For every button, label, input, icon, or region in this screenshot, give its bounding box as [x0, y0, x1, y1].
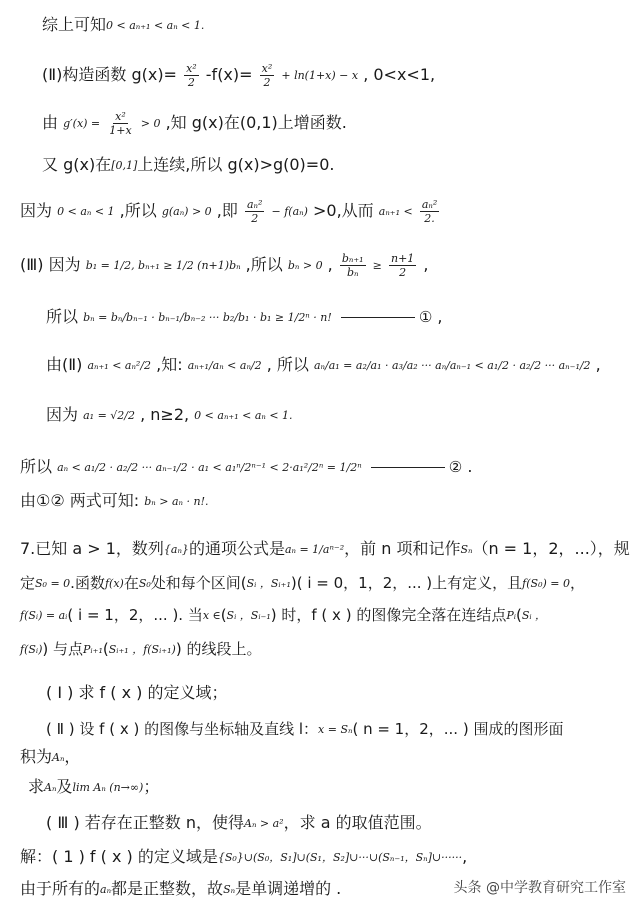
- line-1: 综上可知0 < aₙ₊₁ < aₙ < 1.: [0, 14, 640, 37]
- line-12: 7.已知 a > 1，数列{aₙ}的通项公式是aₙ = 1/aⁿ⁻²，前 n 项和记作Sₙ（n = 1，2，...），规: [20, 539, 630, 558]
- line-9: 因为 a₁ = √2/2 , n≥2, 0 < aₙ₊₁ < aₙ < 1.: [46, 405, 293, 424]
- line-10: 所以 aₙ < a₁/2 · a₂/2 ··· aₙ₋₁/2 · a₁ < a₁ⁿ/2ⁿ⁻¹ < 2·a₁²/2ⁿ = 1/2ⁿ ② .: [20, 457, 473, 476]
- fraction: $\frac{\text{x²}}{2}$: [186, 62, 197, 89]
- fraction: $\frac{\text{x²}}{1+x}$: [109, 110, 132, 137]
- line-6: (Ⅲ) 因为 b₁ = 1/2, bₙ₊₁ ≥ 1/2 (n+1)bₙ ,所以 bₙ > 0 , $\frac{\text{bₙ₊₁}}{\text{bₙ}}$ ≥ $\frac{n+1}{2}$ ,: [20, 252, 429, 279]
- line-21: 解：( 1 ) f ( x ) 的定义域是{S₀}∪(S₀，S₁]∪(S₁，S₂]∪···∪(Sₙ₋₁，Sₙ]∪······,: [20, 847, 468, 866]
- line-20: ( Ⅲ ) 若存在正整数 n，使得Aₙ > a²，求 a 的取值范围。: [46, 813, 432, 832]
- fraction: $\frac{\text{bₙ₊₁}}{\text{bₙ}}$: [341, 252, 364, 279]
- underline-rule: [371, 467, 445, 468]
- line-5: 因为 0 < aₙ < 1 ,所以 g(aₙ) > 0 ,即 $\frac{\text{aₙ²}}{2}$ − f(aₙ) >0,从而 aₙ₊₁ < $\frac{\text{aₙ²}}{2.}$: [20, 198, 438, 225]
- watermark: 头条 @中学教育研究工作室: [453, 880, 626, 896]
- line-19: 求Aₙ及lim Aₙ (n→∞)；: [28, 777, 160, 796]
- line-11: 由①② 两式可知: bₙ > aₙ · n!.: [20, 491, 209, 510]
- line-15: f(Sᵢ)) 与点Pᵢ₊₁(Sᵢ₊₁ ，f(Sᵢ₊₁)) 的线段上。: [20, 640, 262, 658]
- line-13: 定S₀ = 0.函数f(x)在S₀处和每个区间(Sᵢ ，Sᵢ₊₁)( i = 0，1，2，... )上有定义，且f(S₀) = 0，: [20, 574, 585, 592]
- line-8: 由(Ⅱ) aₙ₊₁ < aₙ²/2 ,知: aₙ₊₁/aₙ < aₙ/2 , 所以 aₙ/a₁ = a₂/a₁ · a₃/a₂ ··· aₙ/aₙ₋₁ < a₁/2 · a₂/2 ··· aₙ₋₁/2 ,: [46, 355, 601, 374]
- line-14: f(Sᵢ) = aᵢ( i = 1，2，... ). 当x ∈(Sᵢ ，Sᵢ₋₁) 时，f ( x ) 的图像完全落在连结点Pᵢ(Sᵢ ，: [20, 606, 547, 624]
- fraction: $\frac{n+1}{2}$: [390, 252, 415, 279]
- circled-number: ②: [448, 458, 463, 476]
- line-2: (Ⅱ)构造函数 g(x)= $\frac{\text{x²}}{2}$ -f(x)= $\frac{\text{x²}}{2}$ + ln(1+x) − x , 0<x<1,: [42, 62, 436, 89]
- circled-number: ①: [418, 308, 433, 326]
- fraction: $\frac{\text{aₙ²}}{2}$: [246, 198, 263, 225]
- line-17: ( Ⅱ ) 设 f ( x ) 的图像与坐标轴及直线 l：x = Sₙ( n = 1，2，... ) 围成的图形面: [46, 720, 564, 738]
- line-18: 积为Aₙ，: [20, 747, 81, 766]
- line-22: 由于所有的aₙ都是正整数，故Sₙ是单调递增的 .: [20, 879, 342, 898]
- fraction: $\frac{\text{aₙ²}}{2.}$: [421, 198, 438, 225]
- math-inequality: 0 < aₙ₊₁ < aₙ < 1.: [106, 18, 205, 32]
- fraction: $\frac{\text{x²}}{2}$: [261, 62, 273, 89]
- line-16: ( Ⅰ ) 求 f ( x ) 的定义域；: [46, 683, 228, 702]
- line-4: 又 g(x)在[0,1]上连续,所以 g(x)>g(0)=0.: [42, 155, 335, 174]
- line-7: 所以 bₙ = bₙ/bₙ₋₁ · bₙ₋₁/bₙ₋₂ ··· b₂/b₁ · b₁ ≥ 1/2ⁿ · n! ① ,: [46, 307, 443, 326]
- underline-rule: [341, 317, 415, 318]
- line-3: 由 g′(x) = $\frac{\text{x²}}{1+x}$ > 0 ,知 g(x)在(0,1)上增函数.: [42, 110, 347, 137]
